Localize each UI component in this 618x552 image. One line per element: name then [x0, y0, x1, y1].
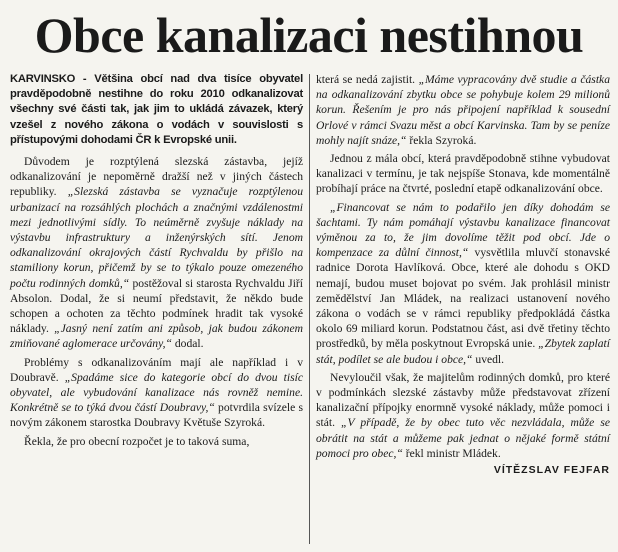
- paragraph: [316, 370, 610, 461]
- paragraph-text: Nevyloučil však, že majitelům rodinných domků, pro které v podmínkách slezské zástavby může představovat zřízení kanalizační přípojky enormně vysoké náklady, může pomoci i stát.: [316, 370, 610, 430]
- quote: „Spadáme sice do kategorie obcí do dvou tisíc obyvatel, ale vybudování kanalizace nás rovněž nemine. Konkrétně se to týká dvou částí Doubravy,“: [10, 370, 303, 415]
- quote: „V případě, že by obec tuto věc nezvládala, může se obrátit na stát a můžeme pak jednat o nějaké formě státní pomoci pro obec,“: [316, 416, 610, 460]
- paragraph-text: řekl ministr Mládek.: [402, 446, 501, 460]
- paragraph: [10, 154, 303, 352]
- article-lead: [10, 72, 303, 148]
- article-column-left: [10, 72, 303, 449]
- paragraph-text: řekla Szyroká.: [406, 133, 477, 147]
- paragraph: [316, 200, 610, 367]
- quote: „Máme vypracovány dvě studie a částka na odkanalizování zbytku obce se pohybuje kolem 29 milionů korun. Řešením je pro nás připojení například k sousední Orlové v rámci Svazu měst a obcí Karvinska. Tam by se peníze mohly najít snáze,“: [316, 73, 610, 147]
- article-headline: Obce kanalizaci nestihnou: [34, 7, 584, 63]
- paragraph-text: Řekla, že pro obecní rozpočet je to taková suma,: [24, 434, 250, 448]
- paragraph-text: Jednou z mála obcí, která pravděpodobně stihne vybudovat kanalizaci v termínu, je tak nejspíše Stonava, kde momentálně probíhají práce na čtvrté, poslední etapě odkanalizování obce.: [316, 152, 610, 196]
- lead-place: KARVINSKO: [10, 73, 76, 85]
- paragraph-text: postěžoval si starosta Rychvaldu Jiří Absolon. Dodal, že si neumí představit, že někdo bude schopen a ochoten za těchto podmínek hradit tak vysoké náklady.: [10, 276, 304, 336]
- quote: „Slezská zástavba se vyznačuje rozptýlenou urbanizací na rozsáhlých plochách a značnými vzdálenostmi mezi jednotlivými sídly. To neúměrně zvyšuje náklady na výstavbu infrastruktury a inženýrských sítí. Jenom odkanalizování okrajových částí Rychvaldu by přišlo na stamiliony korun, přičemž by se to týkalo pouze omezeného počtu rodinných domků,“: [10, 185, 303, 290]
- paragraph-text: která se nedá zajistit.: [316, 73, 416, 86]
- column-divider: [309, 74, 310, 544]
- paragraph: [316, 151, 610, 197]
- paragraph: [10, 434, 303, 449]
- paragraph-text: Důvodem je rozptýlená slezská zástavba, jejíž odkanalizování je nepoměrně dražší než v jiných částech republiky.: [10, 155, 303, 199]
- quote: „Jasný není zatím ani způsob, jak budou zákonem zmiňované aglomerace určovány,“: [10, 322, 303, 351]
- paragraph: [10, 355, 303, 431]
- lead-text: - Většina obcí nad dva tisíce obyvatel pravděpodobně nestihne do roku 2010 odkanalizovat všechny své části tak, jak jim to ukládá závazek, který vzešel z nového zákona o vodách v souvislosti s přístupovými dohodami ČR k Evropské unii.: [10, 73, 303, 146]
- paragraph: [316, 72, 610, 148]
- paragraph-text: Problémy s odkanalizováním mají ale například i v Doubravě.: [10, 355, 303, 384]
- quote: „Financovat se nám to podařilo jen díky dohodám se šachtami. Ty nám pomáhají výstavbu kanalizace financovat výměnou za to, že jim dovolíme těžit pod obcí. Jde o kompenzace za důlní činnost,“: [316, 200, 610, 260]
- article-column-right: [316, 72, 610, 478]
- quote: „Zbytek zaplatí stát, podílet se ale budou i obce,“: [316, 337, 610, 366]
- author-signature: VÍTĚZSLAV FEJFAR: [493, 464, 610, 477]
- paragraph-text: uvedl.: [472, 352, 505, 366]
- paragraph-text: potvrdila svízele s novým zákonem starostka Doubravy Květuše Szyroká.: [10, 401, 303, 430]
- paragraph-text: vysvětlila mluvčí stonavské radnice Dorota Havlíková. Obce, které ale dohodu s OKD nemají, budou muset bojovat po svém. Jak prohlásil ministr zemědělství Jan Mládek, na realizaci ustanovení nového zákona o vodách se v rámci republiky předpokládá částka okolo 69 miliard korun. Podstatnou část, asi dvě třetiny těchto prostředků, by měla poskytnout Evropská unie.: [316, 246, 610, 351]
- paragraph-text: dodal.: [171, 337, 204, 351]
